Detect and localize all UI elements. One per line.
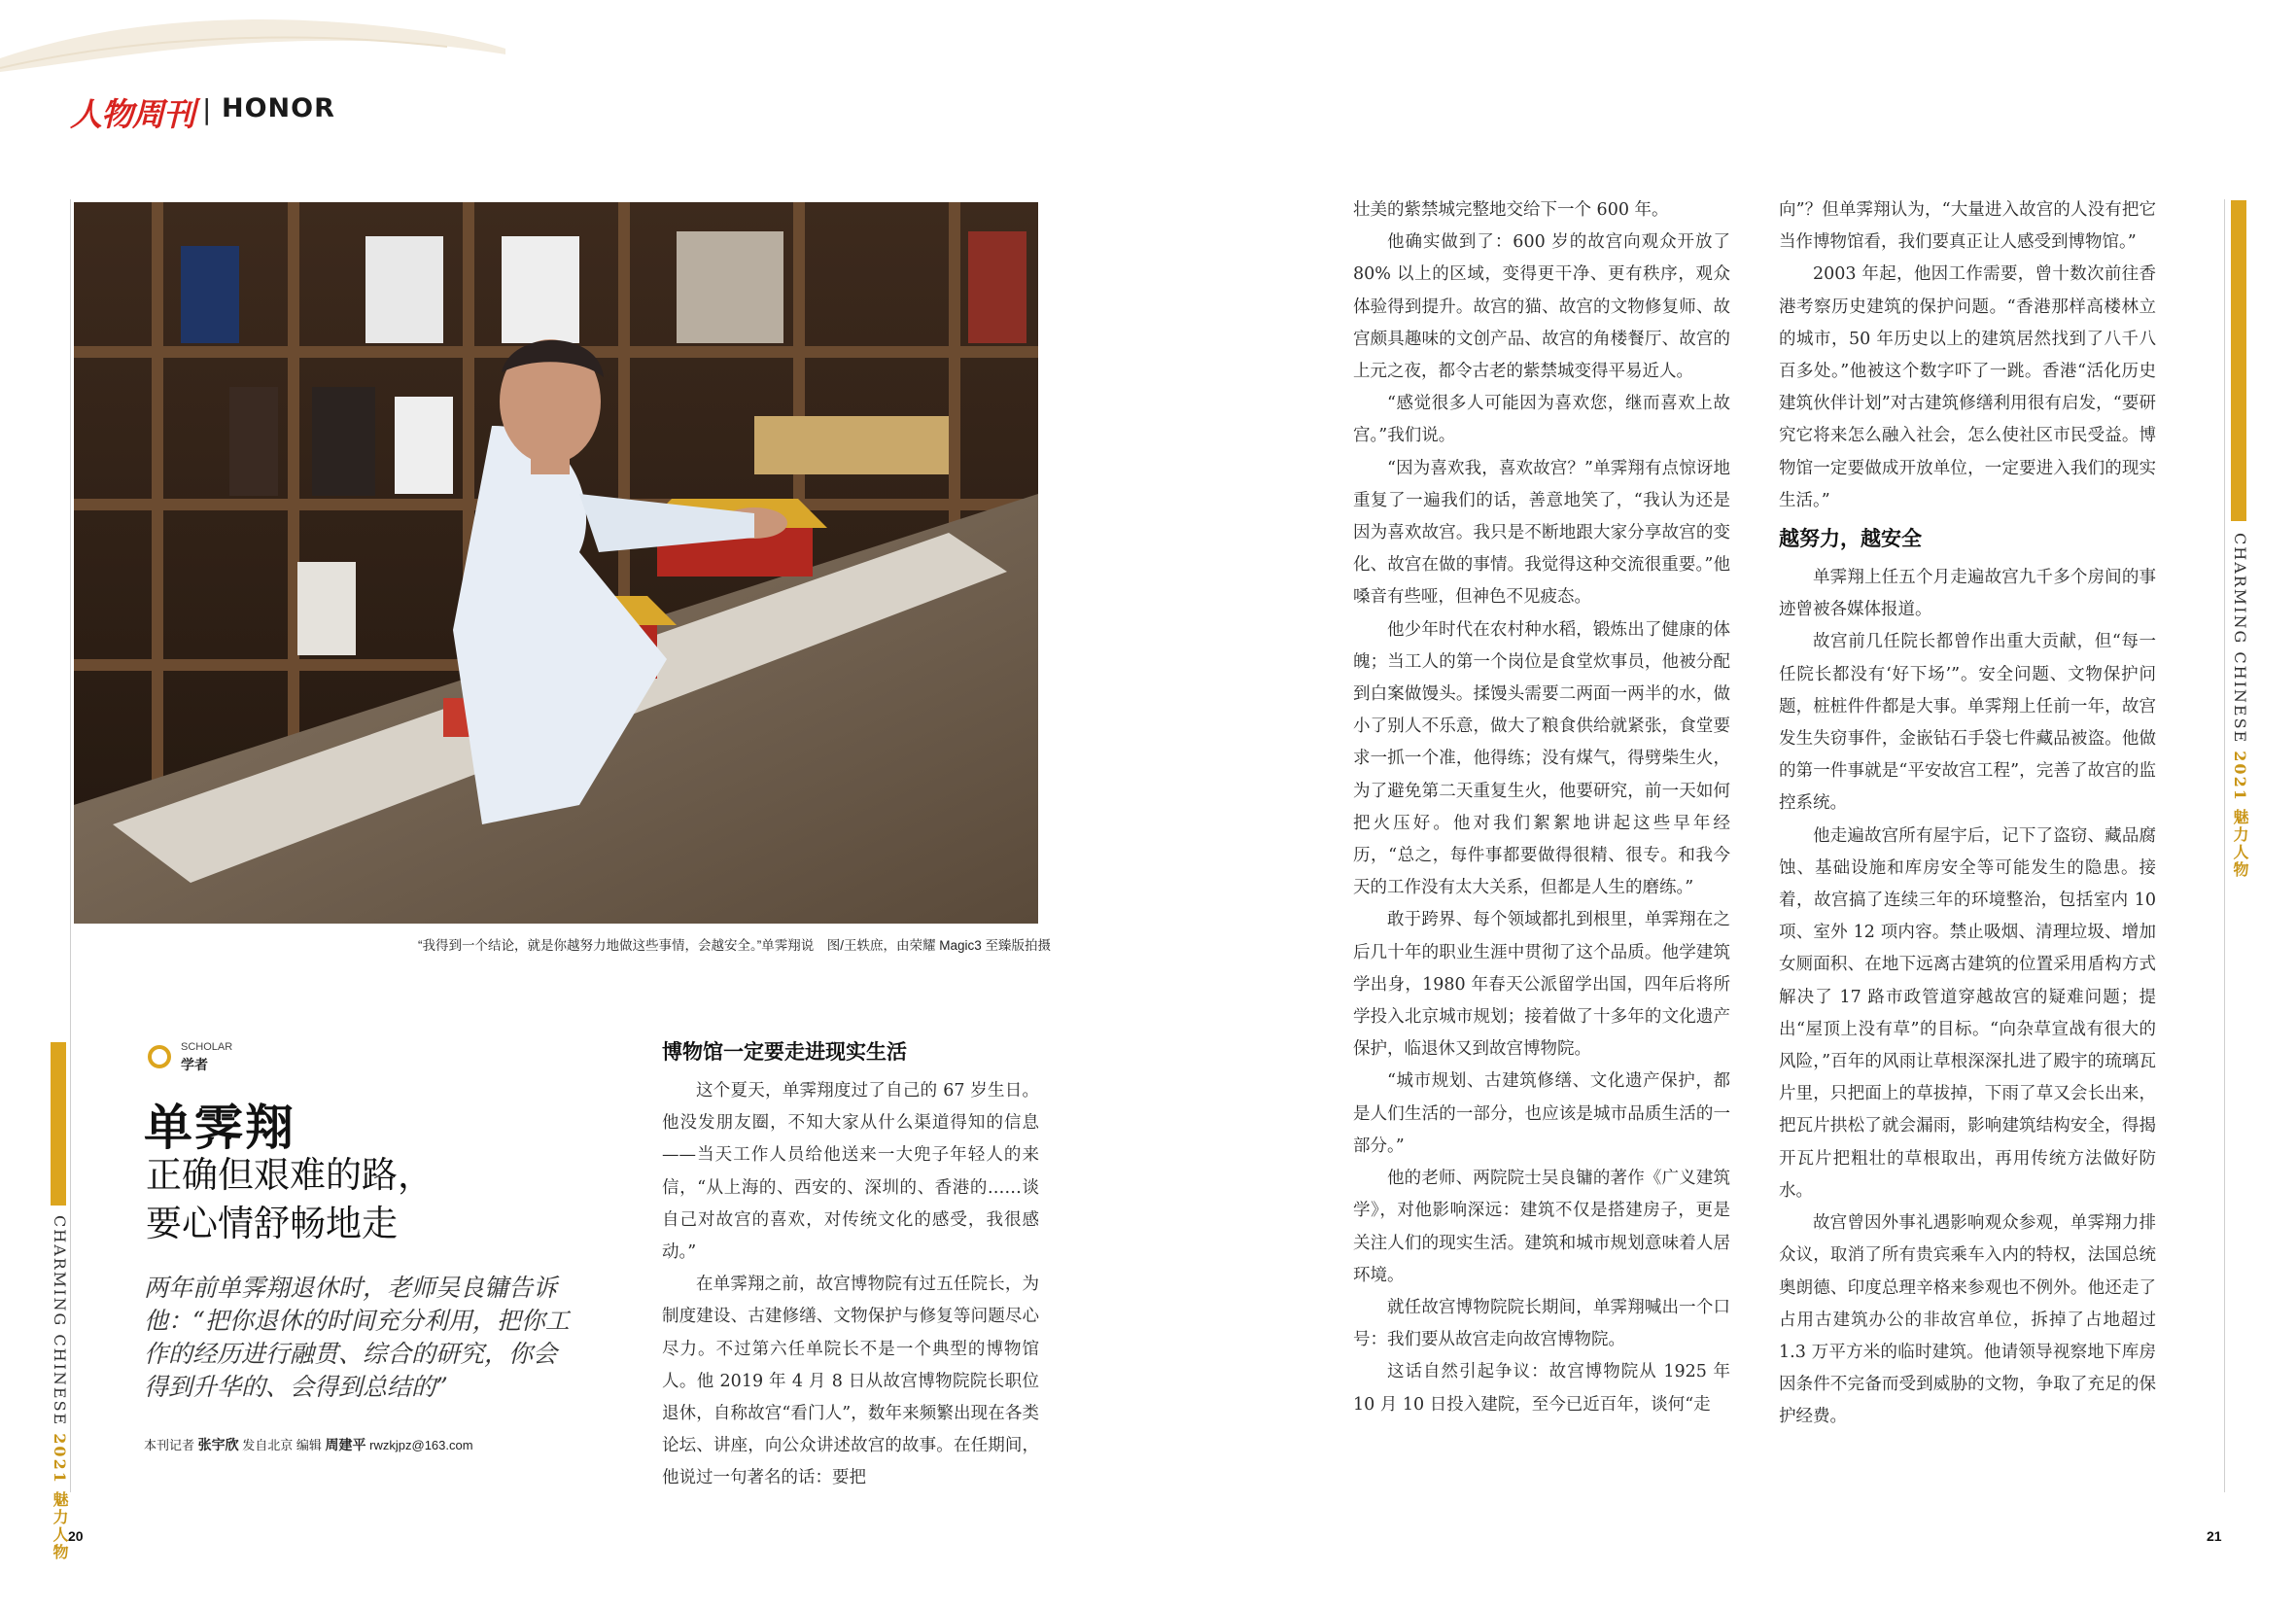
magazine-logo: 人物周刊 bbox=[70, 95, 194, 133]
paragraph: 他的老师、两院院士吴良镛的著作《广义建筑学》，对他影响深远：建筑不仅是搭建房子，更是关注人们的现实生活。建筑和城市规划意味着人居环境。 bbox=[1353, 1169, 1730, 1285]
paragraph: 就任故宫博物院院长期间，单霁翔喊出一个口号：我们要从故宫走向故宫博物院。 bbox=[1353, 1297, 1730, 1350]
left-gold-tab bbox=[51, 1042, 66, 1206]
header-separator: | bbox=[202, 93, 212, 125]
page-number-right: 21 bbox=[2207, 1528, 2222, 1544]
left-side-label-cn: 魅力人物 bbox=[51, 1490, 69, 1561]
editor-email: rwzkjpz@163.com bbox=[369, 1438, 473, 1452]
article-column-1 bbox=[662, 1031, 1039, 1495]
right-margin-line bbox=[2224, 199, 2225, 1492]
paragraph: 他少年时代在农村种水稻，锻炼出了健康的体魄；当工人的第一个岗位是食堂炊事员，他被分配到白案做馒头。揉馒头需要二两面一两半的水，做小了别人不乐意，做大了粮食供给就紧张，食堂要求一抓一个准，他得练；没有煤气，得劈柴生火，为了避免第二天重复生火，他要研究，前一天如何把火压好。他对我们絮絮地讲起这些早年经历，“总之，每件事都要做得很精、很专。和我今天的工作没有太大关系，但都是人生的磨练。” bbox=[1353, 619, 1730, 898]
left-side-label-en: CHARMING CHINESE bbox=[51, 1215, 69, 1427]
paragraph: 故宫曾因外事礼遇影响观众参观，单霁翔力排众议，取消了所有贵宾乘车入内的特权，法国总统奥朗德、印度总理辛格来参观也不例外。他还走了占用古建筑办公的非故宫单位，拆掉了占地超过 1.3 万平方米的临时建筑。他请领导视察地下库房因条件不完备而受到威胁的文物，争取了充足的保护经费。 bbox=[1779, 1213, 2156, 1427]
paragraph: 在单霁翔之前，故宫博物院有过五任院长，为制度建设、古建修缮、文物保护与修复等问题尽心尽力。不过第六任单院长不是一个典型的博物馆人。他 2019 年 4 月 8 日从故宫博物院院长职位退休，自称故宫“看门人”，数年来频繁出现在各类论坛、讲座，向公众讲述故宫的故事。在任期间，他说过一句著名的话：要把 bbox=[662, 1275, 1039, 1488]
paragraph: “城市规划、古建筑修缮、文化遗产保护，都是人们生活的一部分，也应该是城市品质生活的一部分。” bbox=[1353, 1071, 1730, 1156]
article-subtitle bbox=[146, 1151, 434, 1248]
decorative-swoosh bbox=[0, 0, 505, 87]
byline bbox=[144, 1435, 473, 1454]
paragraph: 这话自然引起争议：故宫博物院从 1925 年 10 月 10 日投入建院，至今已近百年，谈何“走 bbox=[1353, 1362, 1730, 1415]
paragraph: 单霁翔上任五个月走遍故宫九千多个房间的事迹曾被各媒体报道。 bbox=[1779, 568, 2156, 620]
photo-caption: “我得到一个结论，就是你越努力地做这些事情，会越安全。”单霁翔说 图/王轶庶，由荣耀 Magic3 至臻版拍摄 bbox=[418, 938, 1052, 953]
paragraph: “因为喜欢我，喜欢故宫？”单霁翔有点惊讶地重复了一遍我们的话，善意地笑了，“我认为还是因为喜欢故宫。我只是不断地跟大家分享故宫的变化、故宫在做的事情。我觉得这种交流很重要。”他嗓音有些哑，但神色不见疲态。 bbox=[1353, 458, 1730, 608]
paragraph: 壮美的紫禁城完整地交给下一个 600 年。 bbox=[1353, 200, 1669, 220]
editor-label: 编辑 bbox=[296, 1438, 322, 1452]
paragraph: “感觉很多人可能因为喜欢您，继而喜欢上故宫。”我们说。 bbox=[1353, 394, 1730, 446]
category-cn: 学者 bbox=[181, 1057, 208, 1072]
reporter-location: 发自北京 bbox=[242, 1438, 294, 1452]
left-side-label-year: 2021 bbox=[51, 1433, 69, 1485]
section-heading-safety: 越努力，越安全 bbox=[1779, 526, 1922, 551]
paragraph: 他确实做到了：600 岁的故宫向观众开放了 80% 以上的区域，变得更干净、更有秩序，观众体验得到提升。故宫的猫、故宫的文物修复师、故宫颇具趣味的文创产品、故宫的角楼餐厅、故宫的上元之夜，都令古老的紫禁城变得平易近人。 bbox=[1353, 232, 1730, 382]
reporter-label: 本刊记者 bbox=[144, 1438, 195, 1452]
page-number-left: 20 bbox=[68, 1528, 84, 1544]
paragraph: 这个夏天，单霁翔度过了自己的 67 岁生日。他没发朋友圈，不知大家从什么渠道得知的信息——当天工作人员给他送来一大兜子年轻人的来信，“从上海的、西安的、深圳的、香港的……谈自己对故宫的喜欢，对传统文化的感受，我很感动。” bbox=[662, 1081, 1039, 1263]
category-en: SCHOLAR bbox=[181, 1041, 233, 1053]
right-side-label-year: 2021 bbox=[2231, 751, 2249, 802]
article-column-3 bbox=[1779, 194, 2156, 1434]
paragraph: 敢于跨界、每个领域都扎到根里，单霁翔在之后几十年的职业生涯中贯彻了这个品质。他学建筑学出身，1980 年春天公派留学出国，四年后将所学投入北京城市规划；接着做了十多年的文化遗产保护，临退休又到故宫博物院。 bbox=[1353, 910, 1730, 1060]
right-side-label-en: CHARMING CHINESE bbox=[2231, 533, 2249, 745]
person-name: 单霁翔 bbox=[144, 1099, 296, 1156]
paragraph: 他走遍故宫所有屋宇后，记下了盗窃、藏品腐蚀、基础设施和库房安全等可能发生的隐患。接着，故宫搞了连续三年的环境整治，包括室内 10 项、室外 12 项内容。禁止吸烟、清理垃圾、增加女厕面积、在地下远离古建筑的位置采用盾构方式解决了 17 路市政管道穿越故宫的疑难问题；提出“屋顶上没有草”的目标。“向杂草宣战有很大的风险，”百年的风雨让草根深深扎进了殿宇的琉璃瓦片里，只把面上的草拔掉，下雨了草又会长出来，把瓦片拱松了就会漏雨，影响建筑结构安全，得揭开瓦片把粗壮的草根取出，再用传统方法做好防水。 bbox=[1779, 825, 2156, 1201]
photo-illustration bbox=[74, 202, 1038, 924]
right-side-label bbox=[2229, 533, 2251, 879]
article-column-2 bbox=[1353, 194, 1730, 1421]
paragraph: 向”？但单霁翔认为，“大量进入故宫的人没有把它当作博物馆看，我们要真正让人感受到博物馆。” bbox=[1779, 200, 2156, 253]
paragraph: 2003 年起，他因工作需要，曾十数次前往香港考察历史建筑的保护问题。“香港那样高楼林立的城市，50 年历史以上的建筑居然找到了八千八百多处。”他被这个数字吓了一跳。香港“活化历史建筑伙伴计划”对古建筑修缮利用很有启发，“要研究它将来怎么融入社会，怎么使社区市民受益。博物馆一定要做成开放单位，一定要进入我们的现实生活。” bbox=[1779, 264, 2156, 510]
left-side-label bbox=[49, 1215, 71, 1561]
paragraph: 故宫前几任院长都曾作出重大贡献，但“每一任院长都没有‘好下场’”。安全问题、文物保护问题，桩桩件件都是大事。单霁翔上任前一年，故宫发生失窃事件，金嵌钻石手袋七件藏品被盗。他做的第一件事就是“平安故宫工程”，完善了故宫的监控系统。 bbox=[1779, 632, 2156, 814]
right-side-label-cn: 魅力人物 bbox=[2231, 808, 2249, 879]
subtitle-line-2: 要心情舒畅地走 bbox=[146, 1203, 398, 1244]
article-lede: 两年前单霁翔退休时，老师吴良镛告诉他：“把你退休的时间充分利用，把你工作的经历进行融贯、综合的研究，你会得到升华的、会得到总结的” bbox=[144, 1274, 570, 1401]
section-heading-museum: 博物馆一定要走进现实生活 bbox=[662, 1039, 907, 1064]
scholar-circle-icon bbox=[148, 1045, 171, 1068]
reporter-name: 张宇欣 bbox=[197, 1437, 239, 1452]
article-photo bbox=[74, 202, 1038, 924]
honor-logo: HONOR bbox=[222, 93, 335, 123]
subtitle-line-1: 正确但艰难的路， bbox=[146, 1154, 434, 1196]
right-gold-tab bbox=[2231, 200, 2246, 521]
editor-name: 周建平 bbox=[325, 1437, 366, 1452]
